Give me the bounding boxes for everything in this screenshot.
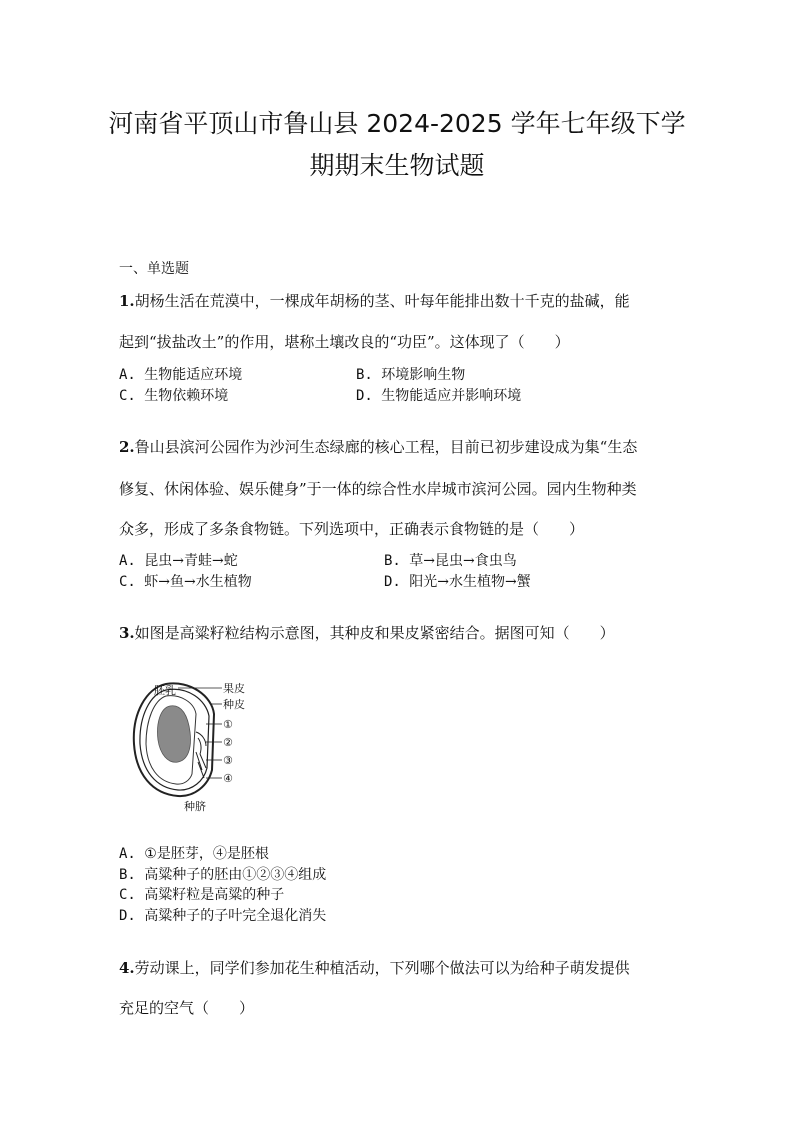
question-2-number: 2. [119, 438, 135, 456]
label-3: ③ [223, 754, 233, 767]
question-3-option-d[interactable] [119, 905, 326, 925]
question-1-text-1: 胡杨生活在荒漠中，一棵成年胡杨的茎、叶每年能排出数十千克的盐碱，能 [134, 292, 630, 310]
option-text: 生物能适应环境 [144, 367, 243, 383]
question-2-option-b[interactable] [384, 550, 517, 570]
option-key: D. [356, 388, 373, 404]
question-1-option-a[interactable] [119, 364, 242, 384]
question-3-option-b[interactable] [119, 864, 326, 884]
option-text: 高粱种子的胚由①②③④组成 [144, 867, 327, 883]
option-text: 生物能适应并影响环境 [381, 388, 522, 404]
question-1-line-1 [119, 290, 630, 311]
question-1-number: 1. [119, 292, 135, 310]
label-2: ② [223, 736, 233, 749]
option-text: 草→昆虫→食虫鸟 [409, 553, 517, 569]
question-1-option-d[interactable] [356, 385, 521, 405]
option-text: 虾→鱼→水生植物 [144, 574, 252, 590]
question-1-option-c[interactable] [119, 385, 228, 405]
question-4-line-1 [119, 957, 630, 978]
question-1-text-2: 起到“拔盐改土”的作用，堪称土壤改良的“功臣”。这体现了（ ） [119, 333, 570, 351]
page-title-line-1: 河南省平顶山市鲁山县 2024-2025 学年七年级下学 [108, 109, 686, 138]
seed-coat-label: 种皮 [223, 698, 245, 711]
question-2-option-a[interactable] [119, 550, 238, 570]
hilum-label: 种脐 [184, 800, 206, 813]
question-2-text-2: 修复、休闲体验、娱乐健身”于一体的综合性水岸城市滨河公园。园内生物种类 [119, 480, 637, 498]
question-4-number: 4. [119, 959, 135, 977]
sorghum-grain-diagram [126, 674, 266, 814]
question-3-option-a[interactable] [119, 843, 269, 863]
question-2-option-c[interactable] [119, 571, 252, 591]
label-4: ④ [223, 772, 233, 785]
endosperm-label: 胚乳 [154, 684, 176, 697]
question-2-option-d[interactable] [384, 571, 531, 591]
question-3-line-1 [119, 622, 615, 643]
question-2-text-3: 众多，形成了多条食物链。下列选项中，正确表示食物链的是（ ） [119, 520, 585, 538]
option-key: D. [119, 908, 136, 924]
option-key: A. [119, 553, 136, 569]
question-2-text-1: 鲁山县滨河公园作为沙河生态绿廊的核心工程，目前已初步建设成为集“生态 [134, 438, 638, 456]
question-3-number: 3. [119, 624, 135, 642]
page-title-line-2: 期期末生物试题 [309, 151, 485, 180]
option-text: ①是胚芽，④是胚根 [144, 846, 269, 862]
option-key: B. [384, 553, 401, 569]
option-text: 环境影响生物 [381, 367, 466, 383]
option-text: 昆虫→青蛙→蛇 [144, 553, 238, 569]
option-text: 高粱籽粒是高粱的种子 [144, 887, 285, 903]
option-key: C. [119, 887, 136, 903]
option-key: B. [356, 367, 373, 383]
option-text: 高粱种子的子叶完全退化消失 [144, 908, 327, 924]
label-1: ① [223, 718, 233, 731]
option-key: C. [119, 574, 136, 590]
option-key: D. [384, 574, 401, 590]
pericarp-label: 果皮 [223, 682, 245, 695]
question-1-option-b[interactable] [356, 364, 465, 384]
option-text: 阳光→水生植物→蟹 [409, 574, 531, 590]
question-3-option-c[interactable] [119, 884, 284, 904]
option-text: 生物依赖环境 [144, 388, 229, 404]
question-2-line-1 [119, 436, 637, 457]
option-key: C. [119, 388, 136, 404]
question-4-text-1: 劳动课上，同学们参加花生种植活动，下列哪个做法可以为给种子萌发提供 [134, 959, 630, 977]
section-heading: 一、单选题 [119, 261, 189, 277]
option-key: B. [119, 867, 136, 883]
question-4-text-2: 充足的空气（ ） [119, 999, 255, 1017]
option-key: A. [119, 846, 136, 862]
option-key: A. [119, 367, 136, 383]
question-3-text-1: 如图是高粱籽粒结构示意图，其种皮和果皮紧密结合。据图可知（ ） [134, 624, 615, 642]
